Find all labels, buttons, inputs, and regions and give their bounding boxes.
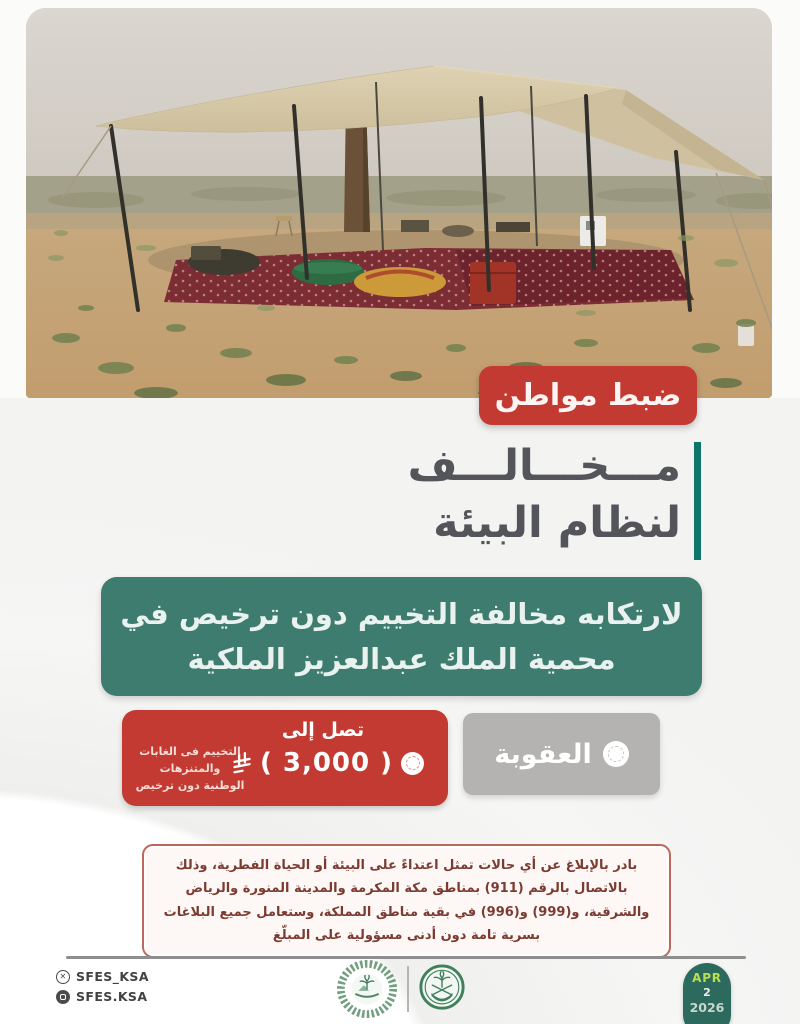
penalty-label: العقوبة [494, 738, 592, 770]
camp-photo [26, 8, 772, 398]
penalty-note [130, 743, 250, 794]
penalty-label-box [463, 713, 660, 795]
capture-banner-label: ضبط مواطن [494, 378, 682, 413]
violation-box [101, 577, 702, 696]
footer-logos [336, 958, 466, 1020]
penalty-up-to: تصل إلى [281, 719, 365, 741]
logo-separator [407, 966, 409, 1012]
penalty-amount: ( 3,000 ) [259, 748, 394, 778]
violation-line-1: لارتكابه مخالفة التخييم دون ترخيص في [120, 596, 683, 631]
camp-photo-illustration [26, 8, 772, 398]
penalty-amount-box [122, 710, 448, 806]
headline-line-1: مـــخـــالـــف [407, 441, 681, 491]
headline-line-2: لنظام البيئة [433, 498, 681, 548]
instagram-handle-label: SFES.KSA [76, 989, 148, 1004]
penalty-amount-row [224, 748, 432, 778]
seal-icon [401, 752, 424, 775]
social-handle-instagram [56, 989, 149, 1004]
date-month: APR [692, 971, 722, 985]
headline [408, 438, 701, 560]
x-handle-label: SFES_KSA [76, 969, 149, 984]
headline-text [408, 438, 681, 560]
violation-line-2: محمية الملك عبدالعزيز الملكية [187, 641, 616, 676]
report-note: بادر بالإبلاغ عن أي حالات تمثل اعتداءً على البيئة أو الحياة الفطرية، وذلك بالاتصال بالرقم (911) بمناطق مكة المكرمة والمدينة المنورة والرياض والشرقية، و(999) و(996) في بقية مناطق المملكة، وستعامل جميع البلاغات بسرية تامة دون أدنى مسؤولية على المبلّغ [142, 844, 671, 958]
date-day: 2 [703, 986, 711, 999]
instagram-icon [56, 990, 70, 1004]
penalty-note-line-1: التخييم فى الغابات والمتنزهات [139, 745, 241, 776]
social-handles [56, 969, 149, 1004]
headline-accent-bar [694, 442, 701, 560]
seal-icon [603, 741, 629, 767]
social-handle-x [56, 969, 149, 984]
penalty-note-line-2: الوطنية دون ترخيص [135, 779, 245, 793]
date-stamp [683, 963, 731, 1024]
sfes-emblem [336, 959, 398, 1019]
moi-emblem [418, 960, 466, 1018]
x-icon: ✕ [56, 970, 70, 984]
capture-banner [479, 366, 697, 425]
date-year: 2026 [689, 1000, 725, 1015]
